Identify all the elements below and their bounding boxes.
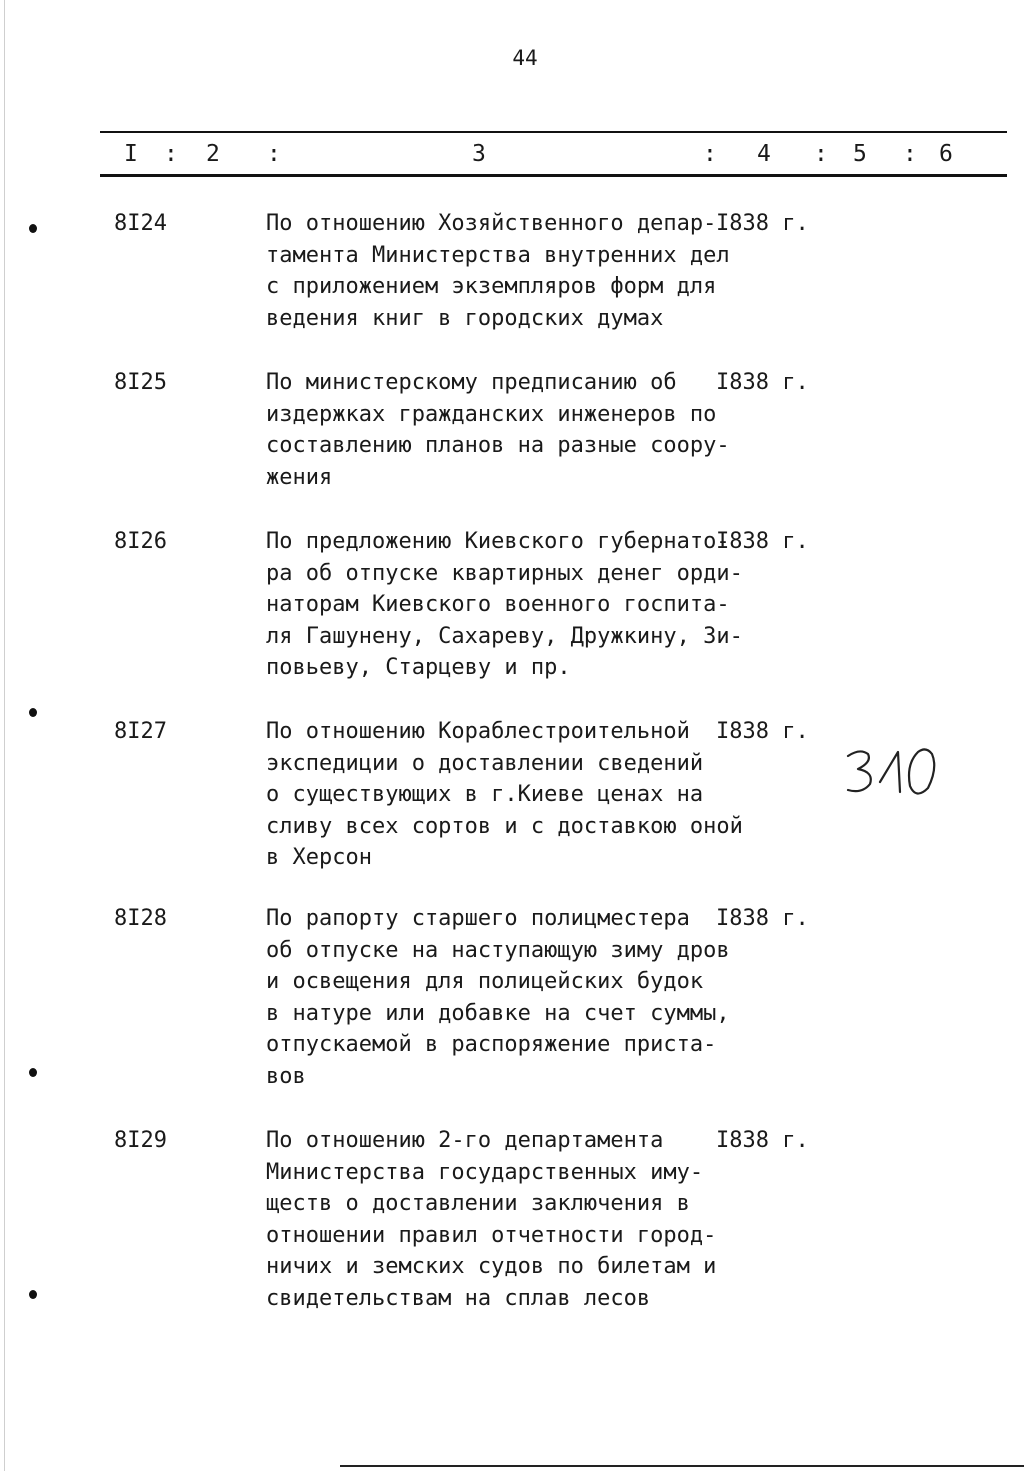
entry-title: По отношению Кораблестроительной экспедиции о доставлении сведений о существующих в г.Киеве ценах на сливу всех сортов и с доставкою оной в Херсон [266, 719, 743, 870]
entry-number: 8I29 [114, 1128, 167, 1153]
column-separator: : [267, 141, 281, 167]
entry-date: I838 г. [716, 529, 809, 554]
entry-title: По рапорту старшего полицместера об отпуске на наступающую зиму дров и освещения для полицейских будок в натуре или добавке на счет суммы, отпускаемой в распоряжение приста- вов [266, 906, 730, 1089]
page-edge-shadow [4, 0, 5, 1471]
punch-hole-mark [29, 1290, 37, 1299]
entry-date: I838 г. [716, 719, 809, 744]
column-separator: : [164, 141, 178, 167]
page-number: 44 [512, 46, 538, 70]
entry-number: 8I28 [114, 906, 167, 931]
column-header-6: 6 [939, 141, 953, 167]
entry-date: I838 г. [716, 211, 809, 236]
entry-number: 8I26 [114, 529, 167, 554]
handwritten-archive-number [842, 742, 952, 804]
entry-date: I838 г. [716, 1128, 809, 1153]
column-separator: : [814, 141, 828, 167]
column-header-3: 3 [472, 141, 486, 167]
punch-hole-mark [29, 708, 37, 717]
entry-title: По отношению Хозяйственного депар- тамента Министерства внутренних дел с приложением экземпляров форм для ведения книг в городских думах [266, 211, 730, 331]
header-bottom-rule [100, 174, 1007, 177]
entry-title: По министерскому предписанию об издержках гражданских инженеров по составлению планов на разные соору- жения [266, 370, 730, 490]
column-header-5: 5 [853, 141, 867, 167]
column-header-4: 4 [757, 141, 771, 167]
entry-title: По отношению 2-го департамента Министерства государственных иму- ществ о доставлении заключения в отношении правил отчетности город- ничих и земских судов по билетам и свидетельствам на сплав лесов [266, 1128, 717, 1311]
bottom-edge-line [340, 1465, 1024, 1467]
column-separator: : [903, 141, 917, 167]
header-top-rule [100, 131, 1007, 133]
entry-date: I838 г. [716, 906, 809, 931]
entry-date: I838 г. [716, 370, 809, 395]
entry-number: 8I24 [114, 211, 167, 236]
column-header-2: 2 [206, 141, 220, 167]
column-header-1: I [124, 141, 138, 167]
entry-number: 8I27 [114, 719, 167, 744]
punch-hole-mark [29, 1068, 37, 1077]
entry-number: 8I25 [114, 370, 167, 395]
entry-title: По предложению Киевского губернато- ра об отпуске квартирных денег орди- наторам Киевского военного госпита- ля Гашунену, Сахареву, Дружкину, Зи- повьеву, Старцеву и пр. [266, 529, 743, 680]
column-separator: : [703, 141, 717, 167]
punch-hole-mark [29, 224, 37, 233]
